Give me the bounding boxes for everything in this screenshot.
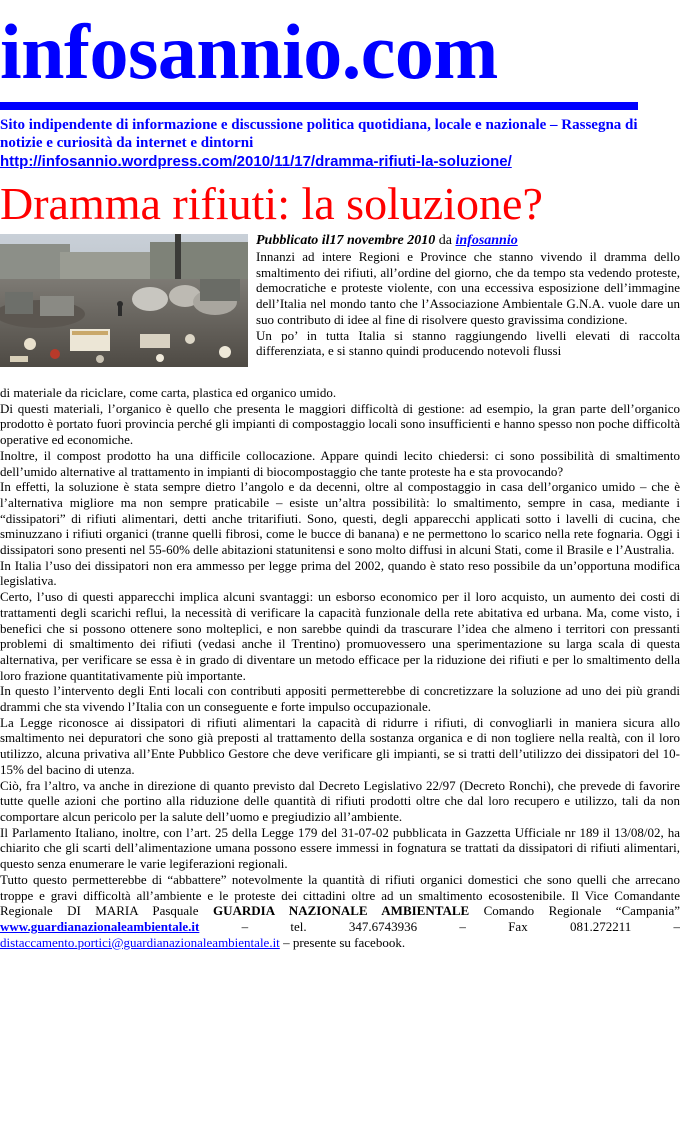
- paragraph-10: Ciò, fra l’altro, va anche in direzione di quanto previsto dal Decreto Legislativo 22/97 (Decreto Ronchi), che prevede di favorire tutte quelle azioni che portino alla riduzione delle quantità di rifiuti prodotti oltre che dal loro recupero e utilizzo, tali da non comportare alcun pericolo per la salute dell’uomo e pregiudizio all’ambiente.: [0, 777, 680, 824]
- paragraph-2a: Un po’ in tutta Italia si stanno raggiungendo livelli elevati di raccolta differenziata, e si stanno quindi producendo notevoli flussi: [256, 327, 680, 359]
- article-title: Dramma rifiuti: la soluzione?: [0, 178, 543, 229]
- org-website-link[interactable]: www.guardianazionaleambientale.it: [0, 918, 200, 934]
- paragraph-7: Certo, l’uso di questi apparecchi implica alcuni svantaggi: un esborso economico per il loro acquisto, un aumento dei costi di trattamenti degli scarichi reflui, la necessità di verificare la capacità funzionale della rete abitativa ed urbana. Ma, come visto, i benefici che si possono ottenere sono molteplici, e non sarebbe quindi da trascurare l’idea che almeno i territori con pressanti problemi di smaltimento dei rifiuti (vedasi anche il Trentino) promuovessero una sperimentazione su larga scala di questa alternativa, per verificare se essa è in grado di diventare un metodo efficace per la riduzione dei rifiuti e per lo smaltimento della loro frazione quantitativamente più importante.: [0, 589, 680, 683]
- paragraph-9: La Legge riconosce ai dissipatori di rifiuti alimentari la capacità di ridurre i rifiuti, di convogliarli in maniera sicura allo smaltimento nei depuratori che sono già preposti al trattamento della sostanza organica e di non togliere nella realtà, con il loro utilizzo, alcuna privativa all’Ente Pubblico Gestore che deve verificare gli impianti, se si tratti dell’utilizzo dei dissipatori del 10-15% del bacino di utenza.: [0, 714, 680, 777]
- author-link[interactable]: infosannio: [455, 233, 518, 248]
- paragraph-12-text-b: Comando Regionale “Campania”: [483, 903, 680, 919]
- by-label: da: [438, 233, 452, 248]
- paragraph-1: Innanzi ad intere Regioni e Province che stanno vivendo il dramma dello smaltimento dei rifiuti, all’ordine del giorno, che da tempo sta vedendo proteste, democratiche e proteste violente, con una eccessiva esposizione dell’immagine dell’Italia nel mondo tanto che l’Associazione Ambientale G.N.A. vuole dare un suo contributo di idee al fine di risolvere questo gravissima condizione.: [256, 249, 680, 327]
- masthead-rule: [0, 102, 638, 110]
- paragraph-12: [0, 872, 680, 951]
- paragraph-12-text-a: Tutto questo permetterebbe di “abbattere” notevolmente la quantità di rifiuti organici domestici che sono quelli che arrecano troppe e gravi difficoltà all’ambiente e le proteste dei cittadini oltre ad un smaltimento ecosostenibile. Il Vice Comandante Regionale DI MARIA Pasquale: [0, 871, 680, 919]
- site-masthead[interactable]: infosannio.com: [0, 8, 498, 95]
- paragraph-2b: di materiale da riciclare, come carta, plastica ed organico umido.: [0, 385, 337, 400]
- site-tagline: Sito indipendente di informazione e discussione politica quotidiana, locale e nazionale – Rassegna di notizie e curiosità da internet e dintorni: [0, 117, 638, 151]
- article-photo-waste-street: [0, 234, 248, 367]
- waste-photo-image: [0, 234, 248, 367]
- article-permalink[interactable]: http://infosannio.wordpress.com/2010/11/17/dramma-rifiuti-la-soluzione/: [0, 153, 512, 170]
- article-intro: [256, 249, 680, 359]
- article-body: [0, 356, 680, 950]
- paragraph-8: In questo l’intervento degli Enti locali con contributi appositi permetterebbe di concretizzare la soluzione ad uno dei più grandi drammi che sta vivendo l’Italia con un conseguente e forte impulso occupazionale.: [0, 683, 680, 715]
- published-date: 17 novembre 2010: [329, 233, 436, 248]
- article-meta: [256, 233, 680, 249]
- paragraph-5: In effetti, la soluzione è stata sempre dietro l’angolo e da decenni, oltre al compostaggio in casa dell’organico umido – che è l’alternativa migliore ma non sempre praticabile – esiste un’altra possibilità: lo smaltimento, sempre in casa, mediante i “dissipatori” di rifiuti alimentari, detti anche tritarifiuti. Sono, questi, degli apparecchi applicati sotto i lavelli di cucina, che sminuzzano i rifiuti organici (tranne quelli fibrosi, come le bucce di banana) e ne permettono lo scarico nella rete fognaria. Oggi i dissipatori sono presenti nel 55-60% delle abitazioni statunitensi e sono molto diffusi in alcuni Stati, come il Brasile e l’Australia.: [0, 479, 680, 558]
- org-email-link[interactable]: distaccamento.portici@guardianazionaleambientale.it: [0, 934, 280, 950]
- paragraph-12-text-d: – presente su facebook.: [283, 934, 406, 950]
- paragraph-6: In Italia l’uso dei dissipatori non era ammesso per legge prima del 2002, quando è stato reso possibile da un’opportuna modifica legislativa.: [0, 557, 680, 589]
- org-name: GUARDIA NAZIONALE AMBIENTALE: [213, 903, 470, 919]
- paragraph-12-text-c: – tel. 347.6743936 – Fax 081.272211 –: [241, 918, 680, 934]
- paragraph-11: Il Parlamento Italiano, inoltre, con l’art. 25 della Legge 179 del 31-07-02 pubblicata in Gazzetta Ufficiale nr 189 il 13/08/02, ha chiarito che gli scarti dell’alimentazione umana possono essere immessi in fognatura se trattati da dissipatori di rifiuti alimentari, questo senza enumerare le varie legiferazioni regionali.: [0, 824, 680, 872]
- paragraph-4: Inoltre, il compost prodotto ha una difficile collocazione. Appare quindi lecito chiedersi: ci sono possibilità di smaltimento dell’umido alternative al trattamento in impianti di biocompostaggio che tante proteste ha e sta provocando?: [0, 447, 680, 479]
- published-label: Pubblicato il: [256, 233, 330, 248]
- paragraph-3: Di questi materiali, l’organico è quello che presenta le maggiori difficoltà di gestione: ad esempio, la gran parte dell’organico prodotto è portato fuori provincia perché gli impianti di compostaggio locali sono insufficienti e hanno spesso non poche difficoltà operative ed economiche.: [0, 400, 680, 448]
